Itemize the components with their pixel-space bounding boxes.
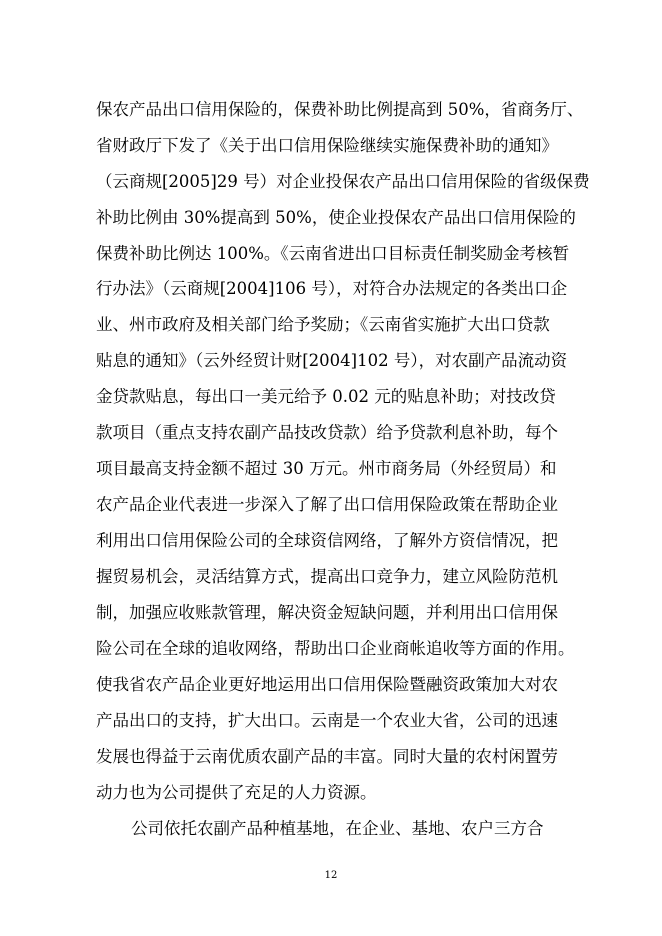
text-line: （云商规[2005]29 号）对企业投保农产品出口信用保险的省级保费 (96, 172, 590, 191)
text-line: 险公司在全球的追收网络，帮助出口企业商帐追收等方面的作用。 (96, 639, 575, 658)
text-line: 行办法》（云商规[2004]106 号），对符合办法规定的各类出口企 (96, 279, 568, 298)
text-line: 项目最高支持金额不超过 30 万元。州市商务局（外经贸局）和 (96, 459, 557, 478)
paragraph-start-line: 公司依托农副产品种植基地，在企业、基地、农户三方合 (131, 819, 544, 838)
text-line: 制，加强应收账款管理，解决资金短缺问题，并利用出口信用保 (96, 603, 558, 622)
text-line: 款项目（重点支持农副产品技改贷款）给予贷款利息补助，每个 (96, 423, 558, 442)
text-line: 省财政厅下发了《关于出口信用保险继续实施保费补助的通知》 (96, 136, 558, 155)
text-line: 发展也得益于云南优质农副产品的丰富。同时大量的农村闲置劳 (96, 747, 558, 766)
text-line: 农产品企业代表进一步深入了解了出口信用保险政策在帮助企业 (96, 495, 558, 514)
text-line: 保农产品出口信用保险的，保费补助比例提高到 50%，省商务厅、 (96, 100, 584, 119)
text-line: 使我省农产品企业更好地运用出口信用保险暨融资政策加大对农 (96, 675, 558, 694)
text-line: 保费补助比例达 100%。《云南省进出口目标责任制奖励金考核暂 (96, 244, 570, 263)
text-line: 补助比例由 30%提高到 50%，使企业投保农产品出口信用保险的 (96, 208, 576, 227)
text-line: 握贸易机会，灵活结算方式，提高出口竞争力，建立风险防范机 (96, 567, 558, 586)
text-line: 动力也为公司提供了充足的人力资源。 (96, 783, 377, 802)
text-line: 利用出口信用保险公司的全球资信网络，了解外方资信情况，把 (96, 531, 558, 550)
text-line: 贴息的通知》（云外经贸计财[2004]102 号），对农副产品流动资 (96, 351, 568, 370)
text-line: 金贷款贴息，每出口一美元给予 0.02 元的贴息补助；对技改贷 (96, 387, 556, 406)
text-line: 业、州市政府及相关部门给予奖励；《云南省实施扩大出口贷款 (96, 315, 550, 334)
text-line: 产品出口的支持，扩大出口。云南是一个农业大省，公司的迅速 (96, 711, 558, 730)
page-number: 12 (324, 870, 338, 881)
